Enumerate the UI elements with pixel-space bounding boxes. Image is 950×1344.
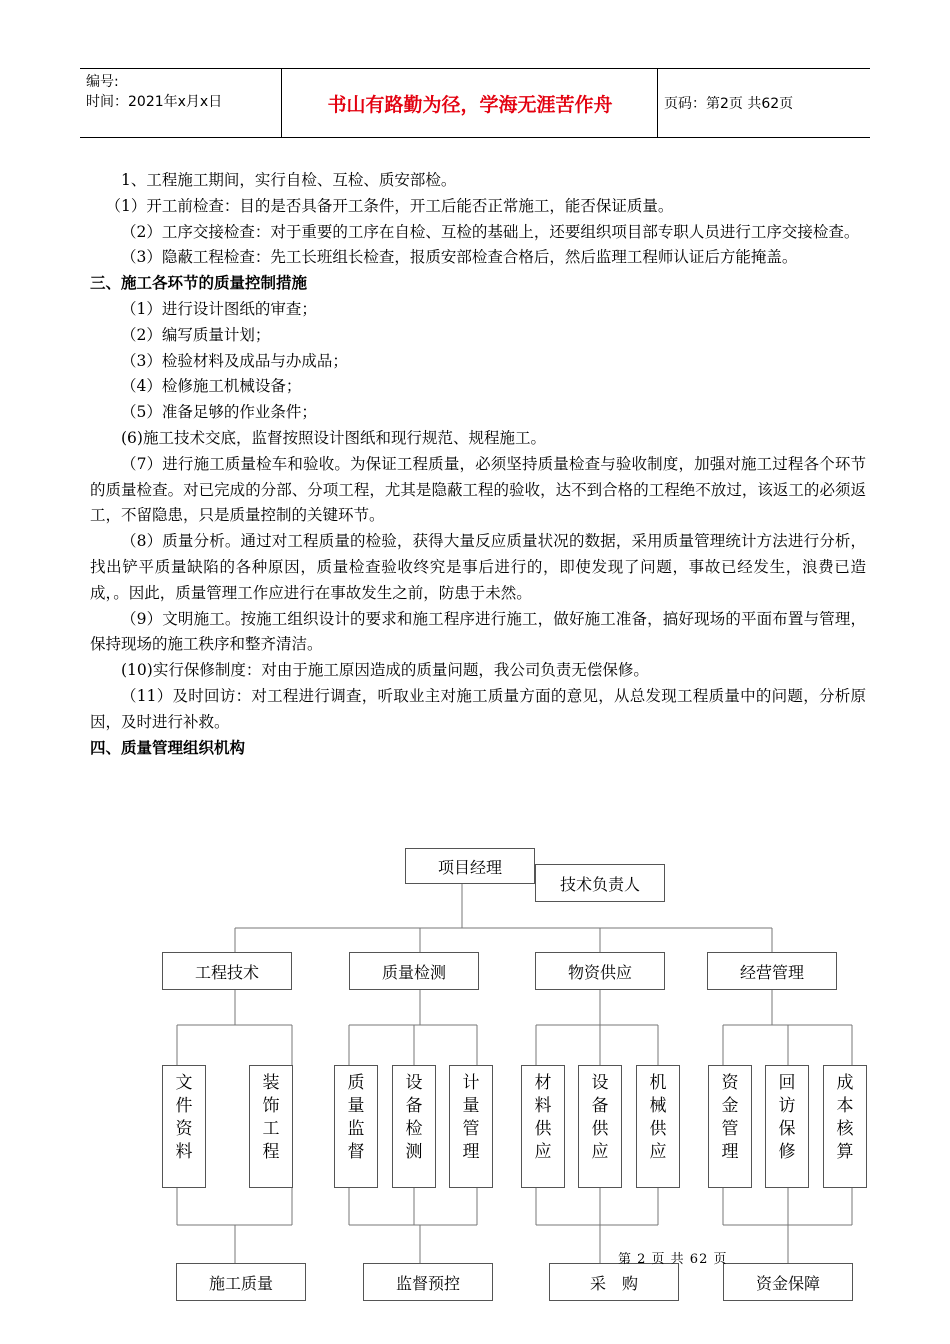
org-sub-unit xyxy=(578,1065,622,1188)
org-sub-unit xyxy=(521,1065,565,1188)
org-sub-unit xyxy=(823,1065,867,1188)
paragraph: （8）质量分析。通过对工程质量的检验，获得大量反应质量状况的数据，采用质量管理统计方法进行分析，找出铲平质量缺陷的各种原因，质量检查验收终究是事后进行的，即使发现了问题，事故已经发生，浪费已造成，。因此，质量管理工作应进行在事故发生之前，防患于未然。 xyxy=(90,532,866,602)
paragraph: （1）开工前检查：目的是否具备开工条件，开工后能否正常施工，能否保证质量。 xyxy=(105,196,674,215)
org-sub-unit xyxy=(162,1065,206,1188)
org-sub-label: 设备供应 xyxy=(591,1073,609,1162)
org-dept: 物资供应 xyxy=(535,952,665,990)
org-dept: 工程技术 xyxy=(162,952,292,990)
org-sub-label: 成本核算 xyxy=(836,1073,854,1162)
org-tech-lead: 技术负责人 xyxy=(535,864,665,902)
org-sub-unit xyxy=(449,1065,493,1188)
section-heading: 三、施工各环节的质量控制措施 xyxy=(90,274,308,293)
list-item: (6)施工技术交底，监督按照设计图纸和现行规范、规程施工。 xyxy=(121,428,546,447)
org-dept: 质量检测 xyxy=(349,952,479,990)
org-bottom-unit: 采 购 xyxy=(549,1263,679,1301)
list-item: （2）编写质量计划； xyxy=(121,325,271,344)
org-bottom-unit: 监督预控 xyxy=(363,1263,493,1301)
org-sub-unit xyxy=(708,1065,752,1188)
header-motto: 书山有路勤为径，学海无涯苦作舟 xyxy=(283,69,658,137)
org-sub-label: 机械供应 xyxy=(649,1073,667,1162)
paragraph: （11）及时回访：对工程进行调查，听取业主对施工质量方面的意见，从总发现工程质量中的问题，分析原因，及时进行补救。 xyxy=(90,686,866,731)
org-sub-label: 资金管理 xyxy=(721,1073,739,1162)
org-dept: 经营管理 xyxy=(707,952,837,990)
footer-page-number: 第 2 页 共 62 页 xyxy=(618,1252,728,1267)
org-sub-unit xyxy=(765,1065,809,1188)
org-sub-label: 设备检测 xyxy=(405,1073,423,1162)
header-page-info: 页码：第2页 共62页 xyxy=(664,96,794,112)
org-sub-label: 材料供应 xyxy=(534,1073,552,1162)
org-sub-label: 文件资料 xyxy=(175,1073,193,1162)
org-sub-label: 计量管理 xyxy=(462,1073,480,1162)
section-heading: 四、质量管理组织机构 xyxy=(90,738,246,757)
paragraph: （9）文明施工。按施工组织设计的要求和施工程序进行施工，做好施工准备，搞好现场的平面布置与管理，保持现场的施工秩序和整齐清洁。 xyxy=(90,609,866,654)
paragraph: （2）工序交接检查：对于重要的工序在自检、互检的基础上，还要组织项目部专职人员进行工序交接检查。 xyxy=(121,222,860,241)
list-item: （5）准备足够的作业条件； xyxy=(121,403,317,422)
list-item: （1）进行设计图纸的审查； xyxy=(121,299,317,318)
org-bottom-unit: 资金保障 xyxy=(723,1263,853,1301)
paragraph: （7）进行施工质量检车和验收。为保证工程质量，必须坚持质量检查与验收制度，加强对施工过程各个环节的质量检查。对已完成的分部、分项工程，尤其是隐蔽工程的验收，达不到合格的工程绝不放过，该返工的必须返工，不留隐患，只是质量控制的关键环节。 xyxy=(90,454,866,525)
org-sub-label: 装饰工程 xyxy=(262,1073,280,1162)
org-sub-unit xyxy=(392,1065,436,1188)
list-item: （3）检验材料及成品与办成品； xyxy=(121,351,348,370)
time-label: 时间：2021年x月x日 xyxy=(86,94,223,110)
list-item: （4）检修施工机械设备； xyxy=(121,377,302,396)
org-sub-label: 回访保修 xyxy=(778,1073,796,1162)
org-sub-unit xyxy=(334,1065,378,1188)
paragraph: 1、工程施工期间，实行自检、互检、质安部检。 xyxy=(121,171,457,189)
paragraph: （3）隐蔽工程检查：先工长班组长检查，报质安部检查合格后，然后监理工程师认证后方能掩盖。 xyxy=(121,248,798,267)
org-sub-unit xyxy=(249,1065,293,1188)
number-label: 编号: xyxy=(86,74,119,90)
org-bottom-unit: 施工质量 xyxy=(176,1263,306,1301)
org-sub-label: 质量监督 xyxy=(347,1073,365,1162)
org-top-manager: 项目经理 xyxy=(405,848,535,884)
paragraph: (10)实行保修制度：对由于施工原因造成的质量问题，我公司负责无偿保修。 xyxy=(121,661,649,680)
org-sub-unit xyxy=(636,1065,680,1188)
